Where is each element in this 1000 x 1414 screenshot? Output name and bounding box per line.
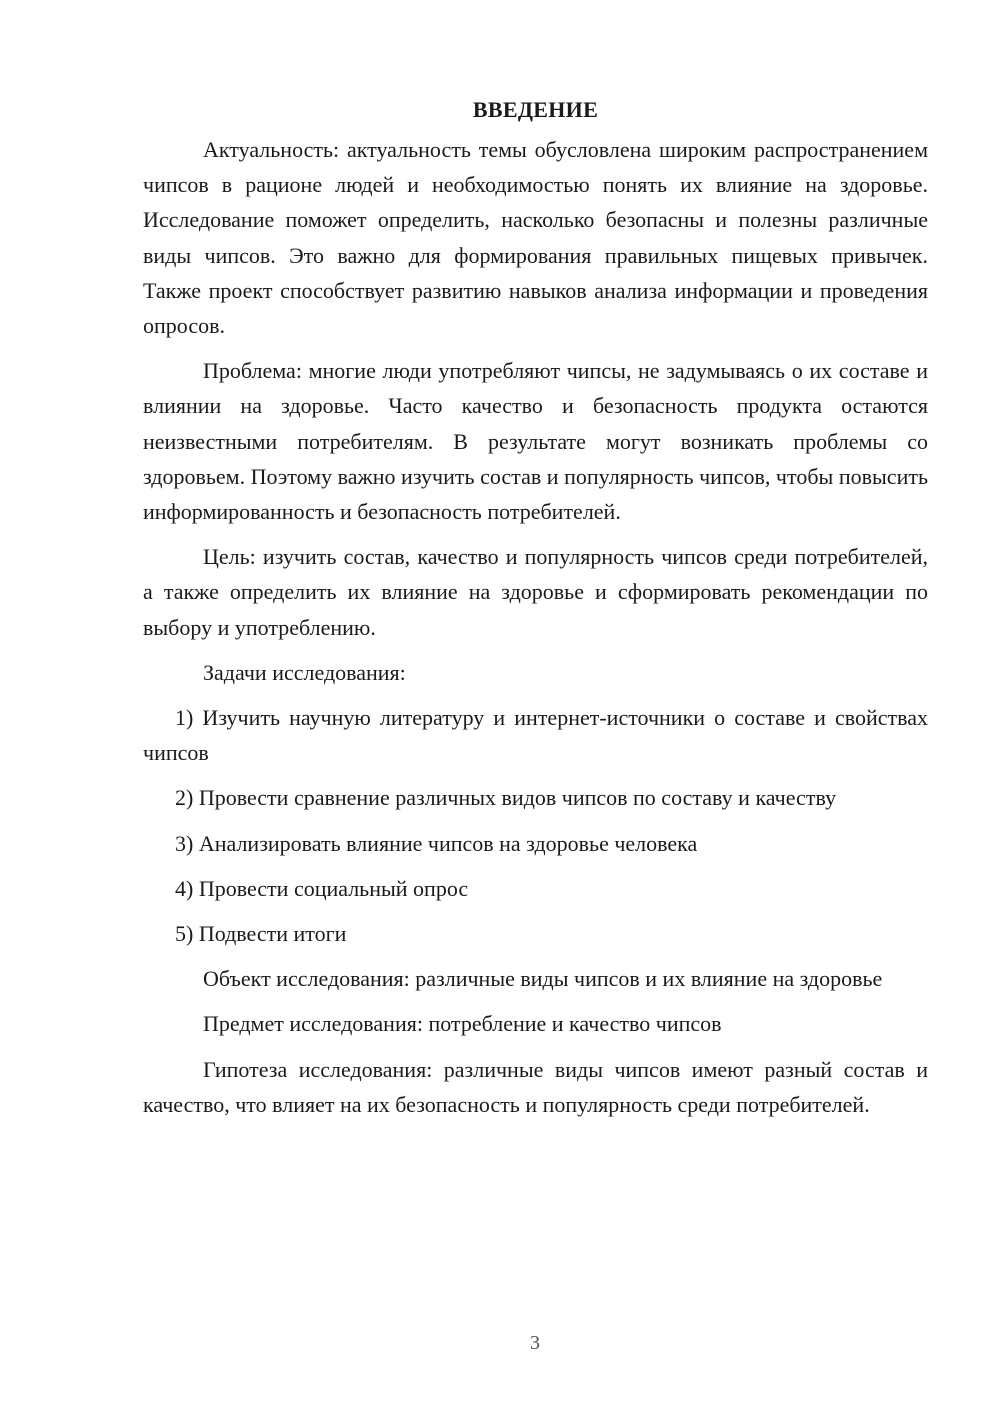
object-paragraph: Объект исследования: различные виды чипсов и их влияние на здоровье (203, 966, 883, 992)
page-number: 3 (530, 1332, 540, 1354)
task-item-1: 1) Изучить научную литературу и интернет-источники о составе и свойствах чипсов (143, 705, 928, 766)
problem-paragraph: Проблема: многие люди употребляют чипсы, не задумываясь о их составе и влиянии на здоровье. Часто качество и безопасность продукта остаются неизвестными потребителям. В результате могут возникать проблемы со здоровьем. Поэтому важно изучить состав и популярность чипсов, чтобы повысить информированность и безопасность потребителей. (143, 358, 928, 525)
hypothesis-paragraph: Гипотеза исследования: различные виды чипсов имеют разный состав и качество, что влияет на их безопасность и популярность среди потребителей. (143, 1056, 928, 1117)
goal-paragraph: Цель: изучить состав, качество и популярность чипсов среди потребителей, а также определить их влияние на здоровье и сформировать рекомендации по выбору и употреблению. (143, 544, 928, 640)
page-title: ВВЕДЕНИЕ (472, 97, 599, 122)
task-item-4: 4) Провести социальный опрос (175, 875, 469, 901)
relevance-paragraph: Актуальность: актуальность темы обусловлена широким распространением чипсов в рационе людей и необходимостью понять их влияние на здоровье. Исследование поможет определить, насколько безопасны и полезны различные виды чипсов. Это важно для формирования правильных пищевых привычек. Также проект способствует развитию навыков анализа информации и проведения опросов. (143, 137, 928, 339)
tasks-title: Задачи исследования: (203, 659, 406, 685)
task-item-2: 2) Провести сравнение различных видов чипсов по составу и качеству (175, 785, 837, 811)
task-item-3: 3) Анализировать влияние чипсов на здоровье человека (175, 830, 698, 856)
task-item-5: 5) Подвести итоги (175, 921, 347, 947)
document-page (143, 92, 928, 1122)
subject-paragraph: Предмет исследования: потребление и качество чипсов (203, 1011, 722, 1037)
